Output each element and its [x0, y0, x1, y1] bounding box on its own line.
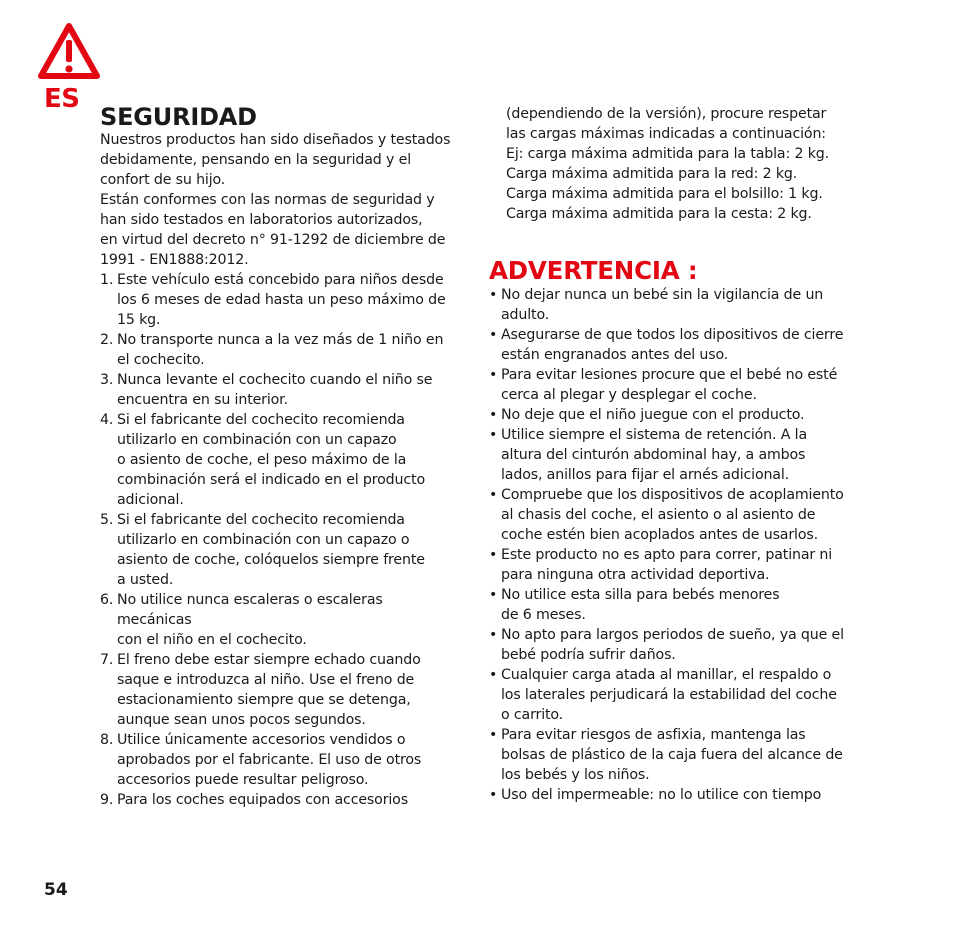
list-item	[100, 370, 460, 410]
list-item: • No deje que el niño juegue con el producto.	[489, 405, 859, 425]
list-item: • No apto para largos periodos de sueño, ya que el bebé podría sufrir daños.	[489, 625, 859, 665]
safety-numbered-list	[100, 270, 460, 810]
item-number: 6.	[100, 592, 114, 608]
list-item	[100, 590, 460, 650]
list-item: • Asegurarse de que todos los dipositivos de cierre están engranados antes del uso.	[489, 325, 859, 365]
list-item: • No utilice esta silla para bebés menores de 6 meses.	[489, 585, 859, 625]
list-item: • Utilice siempre el sistema de retención. A la altura del cinturón abdominal hay, a ambos lados, anillos para fijar el arnés adicional.	[489, 425, 859, 485]
list-item	[100, 730, 460, 790]
language-code: ES	[44, 84, 80, 114]
list-item: • Compruebe que los dispositivos de acoplamiento al chasis del coche, el asiento o al asiento de coche estén bien acoplados antes de usarlos.	[489, 485, 859, 545]
list-item	[100, 650, 460, 730]
item-text: Para los coches equipados con accesorios	[117, 792, 408, 808]
page-number: 54	[44, 880, 68, 900]
item-text: Utilice únicamente accesorios vendidos o aprobados por el fabricante. El uso de otros accesorios puede resultar peligroso.	[117, 732, 422, 788]
item-text: Este vehículo está concebido para niños desde los 6 meses de edad hasta un peso máximo de 15 kg.	[117, 272, 446, 328]
left-column	[100, 104, 460, 810]
item-text: No transporte nunca a la vez más de 1 niño en el cochecito.	[117, 332, 444, 368]
item-text: Si el fabricante del cochecito recomienda utilizarlo en combinación con un capazo o asiento de coche, colóquelos siempre frente a usted.	[117, 512, 425, 588]
list-item: • Uso del impermeable: no lo utilice con tiempo	[489, 785, 859, 805]
item-number: 3.	[100, 372, 114, 388]
warning-bullet-list	[489, 285, 859, 805]
item-number: 8.	[100, 732, 114, 748]
right-column	[489, 104, 859, 805]
item-text: Si el fabricante del cochecito recomienda utilizarlo en combinación con un capazo o asiento de coche, el peso máximo de la combinación será el indicado en el producto adicional.	[117, 412, 425, 508]
item-text: El freno debe estar siempre echado cuando saque e introduzca al niño. Use el freno de estacionamiento siempre que se detenga, aunque sean unos pocos segundos.	[117, 652, 421, 728]
list-item	[100, 510, 460, 590]
intro-paragraph: Nuestros productos han sido diseñados y testados debidamente, pensando en la seguridad y el confort de su hijo.	[100, 132, 451, 188]
section-title-seguridad: SEGURIDAD	[100, 103, 257, 131]
item-number: 5.	[100, 512, 114, 528]
list-item: • Cualquier carga atada al manillar, el respaldo o los laterales perjudicará la estabilidad del coche o carrito.	[489, 665, 859, 725]
list-item: • Este producto no es apto para correr, patinar ni para ninguna otra actividad deportiva.	[489, 545, 859, 585]
intro-text	[100, 130, 460, 270]
item-number: 7.	[100, 652, 114, 668]
list-item	[100, 330, 460, 370]
list-item: • Para evitar riesgos de asfixia, mantenga las bolsas de plástico de la caja fuera del alcance de los bebés y los niños.	[489, 725, 859, 785]
item-number: 2.	[100, 332, 114, 348]
list-item	[100, 270, 460, 330]
item-number: 1.	[100, 272, 114, 288]
item-text: Nunca levante el cochecito cuando el niño se encuentra en su interior.	[117, 372, 433, 408]
item-number: 4.	[100, 412, 114, 428]
item-number: 9.	[100, 792, 114, 808]
warning-triangle-icon	[37, 22, 101, 82]
list-item: • Para evitar lesiones procure que el bebé no esté cerca al plegar y desplegar el coche.	[489, 365, 859, 405]
section-title-advertencia: ADVERTENCIA :	[489, 256, 698, 285]
list-item	[100, 790, 460, 810]
intro-paragraph: Están conformes con las normas de seguridad y han sido testados en laboratorios autorizados, en virtud del decreto n° 91-1292 de diciembre de 1991 - EN1888:2012.	[100, 192, 446, 268]
item-9-continuation: (dependiendo de la versión), procure respetar las cargas máximas indicadas a continuación: Ej: carga máxima admitida para la tabla: 2 kg. Carga máxima admitida para la red: 2 kg. Carga máxima admitida para el bolsillo: 1 kg. Carga máxima admitida para la cesta: 2 kg.	[506, 106, 829, 222]
item-text: No utilice nunca escaleras o escaleras mecánicas con el niño en el cochecito.	[117, 592, 383, 648]
list-item	[100, 410, 460, 510]
list-item: • No dejar nunca un bebé sin la vigilancia de un adulto.	[489, 285, 859, 325]
